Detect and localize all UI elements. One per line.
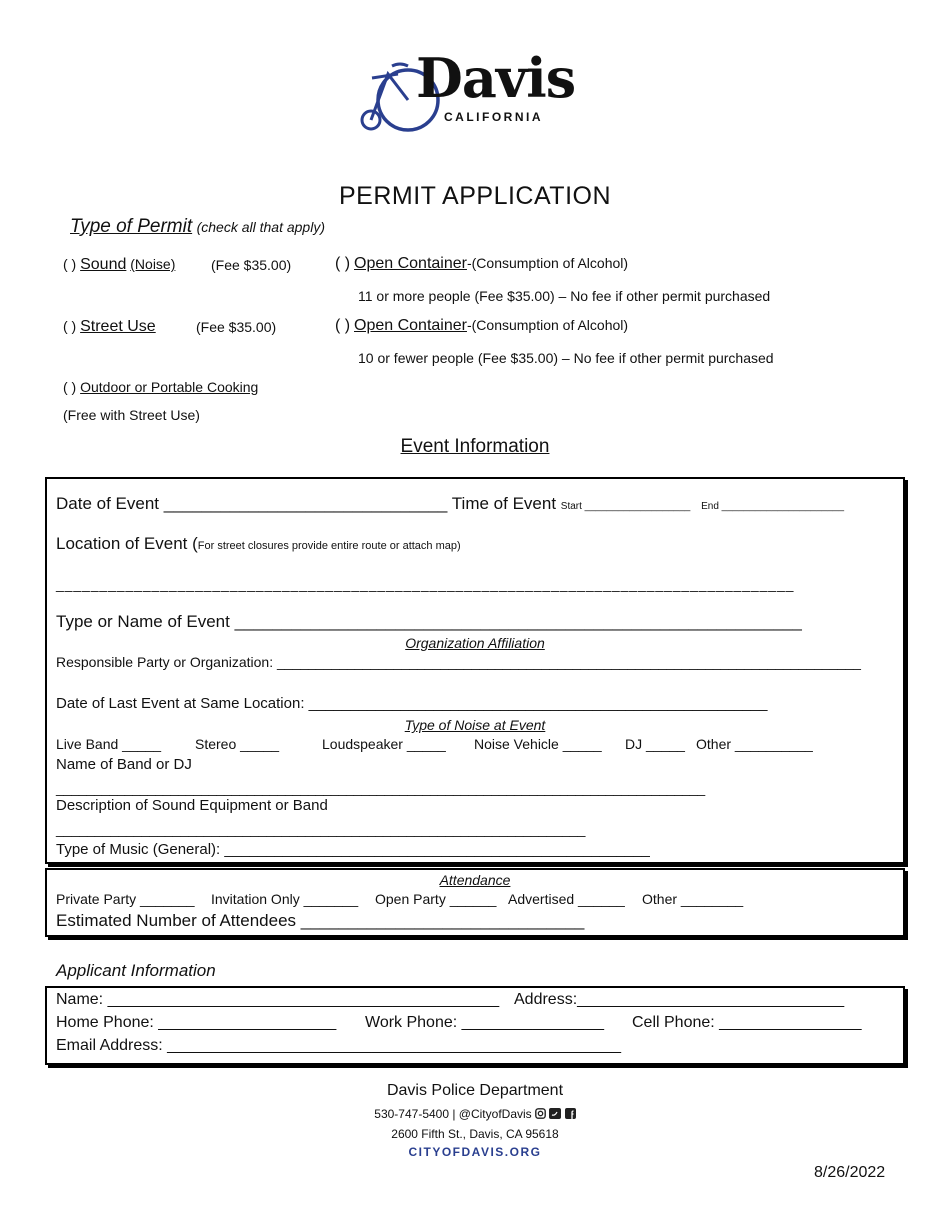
attendance-invitation[interactable]: Invitation Only _______: [211, 891, 359, 907]
permit-option-open-container-1[interactable]: [335, 255, 628, 273]
checkbox-open-container-2[interactable]: ( ): [335, 317, 351, 334]
footer-website[interactable]: CITYOFDAVIS.ORG: [408, 1145, 542, 1159]
time-of-event-label: Time of Event: [451, 494, 557, 513]
noise-stereo[interactable]: Stereo _____: [195, 736, 280, 752]
noise-live-band[interactable]: Live Band _____: [56, 736, 162, 752]
instagram-icon[interactable]: [535, 1108, 546, 1119]
end-time-field[interactable]: End ______________________: [701, 501, 845, 512]
responsible-party-field[interactable]: Responsible Party or Organization: ___________________________________________________________________________: [56, 654, 861, 670]
estimated-attendees-field[interactable]: Estimated Number of Attendees ______________________________: [56, 911, 585, 930]
footer-contact: [0, 1107, 950, 1121]
start-time-field[interactable]: Start ___________________: [560, 501, 691, 512]
type-name-event-field[interactable]: Type or Name of Event ____________________________________________________________: [56, 612, 802, 631]
attendance-other[interactable]: Other ________: [642, 891, 744, 907]
noise-type-heading: Type of Noise at Event: [404, 717, 546, 733]
logo-wordmark: Davis: [416, 46, 576, 110]
sound-equipment-line[interactable]: ____________________________________________________________________: [56, 821, 586, 837]
permit-name-open-container-2: Open Container: [354, 317, 467, 334]
attendance-open[interactable]: Open Party ______: [375, 891, 497, 907]
permit-desc-open-container-1: -(Consumption of Alcohol): [466, 255, 629, 271]
last-event-field[interactable]: Date of Last Event at Same Location: _______________________________________________________: [56, 695, 768, 712]
band-dj-line[interactable]: _____________________________________________________________________________________: [56, 780, 706, 796]
permit-paren-sound: (Noise): [130, 256, 176, 272]
checkbox-sound[interactable]: ( ): [63, 256, 77, 272]
permit-note-open-container-1: 11 or more people (Fee $35.00) – No fee if other permit purchased: [358, 288, 771, 304]
applicant-address-field[interactable]: Address:______________________________: [514, 991, 845, 1008]
facebook-icon[interactable]: [565, 1108, 576, 1119]
permit-desc-open-container-2: -(Consumption of Alcohol): [466, 317, 629, 333]
date-of-event-label: Date of Event ______________________________: [56, 494, 448, 513]
permit-option-sound[interactable]: [63, 256, 175, 274]
footer-dept: Davis Police Department: [386, 1082, 564, 1099]
permit-note-open-container-2: 10 or fewer people (Fee $35.00) – No fee if other permit purchased: [358, 350, 774, 366]
work-phone-field[interactable]: Work Phone: ________________: [365, 1014, 605, 1031]
org-affiliation-heading: Organization Affiliation: [405, 635, 545, 651]
logo-subtitle: CALIFORNIA: [444, 110, 543, 124]
permit-name-open-container-1: Open Container: [354, 255, 467, 272]
city-logo: [358, 46, 576, 134]
permit-name-cooking: Outdoor or Portable Cooking: [80, 379, 259, 395]
permit-option-open-container-2[interactable]: [335, 317, 628, 335]
checkbox-street-use[interactable]: ( ): [63, 318, 77, 334]
band-dj-label: Name of Band or DJ: [56, 756, 192, 773]
permit-note-cooking: (Free with Street Use): [63, 407, 200, 423]
checkbox-open-container-1[interactable]: ( ): [335, 255, 351, 272]
permit-option-cooking[interactable]: [63, 379, 258, 395]
noise-vehicle[interactable]: Noise Vehicle _____: [474, 736, 602, 752]
attendance-private[interactable]: Private Party _______: [56, 891, 195, 907]
noise-dj[interactable]: DJ _____: [625, 736, 685, 752]
sound-equipment-label: Description of Sound Equipment or Band: [56, 797, 328, 814]
location-hint: For street closures provide entire route or attach map): [197, 540, 461, 552]
event-info-heading: Event Information: [400, 436, 550, 457]
location-line[interactable]: _____________________________________________________________________________________: [56, 576, 795, 592]
permit-fee-street-use: (Fee $35.00): [196, 319, 277, 335]
permit-name-sound: Sound: [80, 256, 127, 273]
permit-option-street-use[interactable]: [63, 318, 156, 336]
applicant-name-field[interactable]: Name: ____________________________________________: [56, 991, 500, 1008]
attendance-heading: Attendance: [439, 872, 511, 888]
home-phone-field[interactable]: Home Phone: ____________________: [56, 1014, 337, 1031]
applicant-heading: Applicant Information: [56, 961, 216, 980]
cell-phone-field[interactable]: Cell Phone: ________________: [632, 1014, 862, 1031]
footer-address: 2600 Fifth St., Davis, CA 95618: [391, 1127, 559, 1141]
page-title: PERMIT APPLICATION: [338, 182, 612, 210]
attendance-advertised[interactable]: Advertised ______: [508, 891, 625, 907]
location-label: Location of Event (: [56, 534, 198, 553]
location-of-event-field[interactable]: [56, 534, 461, 554]
permit-type-label: Type of Permit: [70, 216, 193, 237]
form-date: 8/26/2022: [814, 1164, 886, 1181]
noise-other[interactable]: Other __________: [696, 736, 813, 752]
permit-type-hint: (check all that apply): [196, 219, 325, 235]
date-of-event-field[interactable]: [56, 494, 844, 514]
email-field[interactable]: Email Address: ___________________________________________________: [56, 1037, 621, 1054]
checkbox-cooking[interactable]: ( ): [63, 379, 77, 395]
permit-type-heading: [70, 216, 325, 238]
footer-contact-text: 530-747-5400 | @CityofDavis: [374, 1107, 532, 1121]
noise-loudspeaker[interactable]: Loudspeaker _____: [322, 736, 446, 752]
twitter-icon[interactable]: [549, 1108, 561, 1119]
permit-fee-sound: (Fee $35.00): [211, 257, 292, 273]
music-type-field[interactable]: Type of Music (General): ___________________________________________________: [56, 841, 650, 858]
permit-name-street-use: Street Use: [80, 318, 156, 335]
